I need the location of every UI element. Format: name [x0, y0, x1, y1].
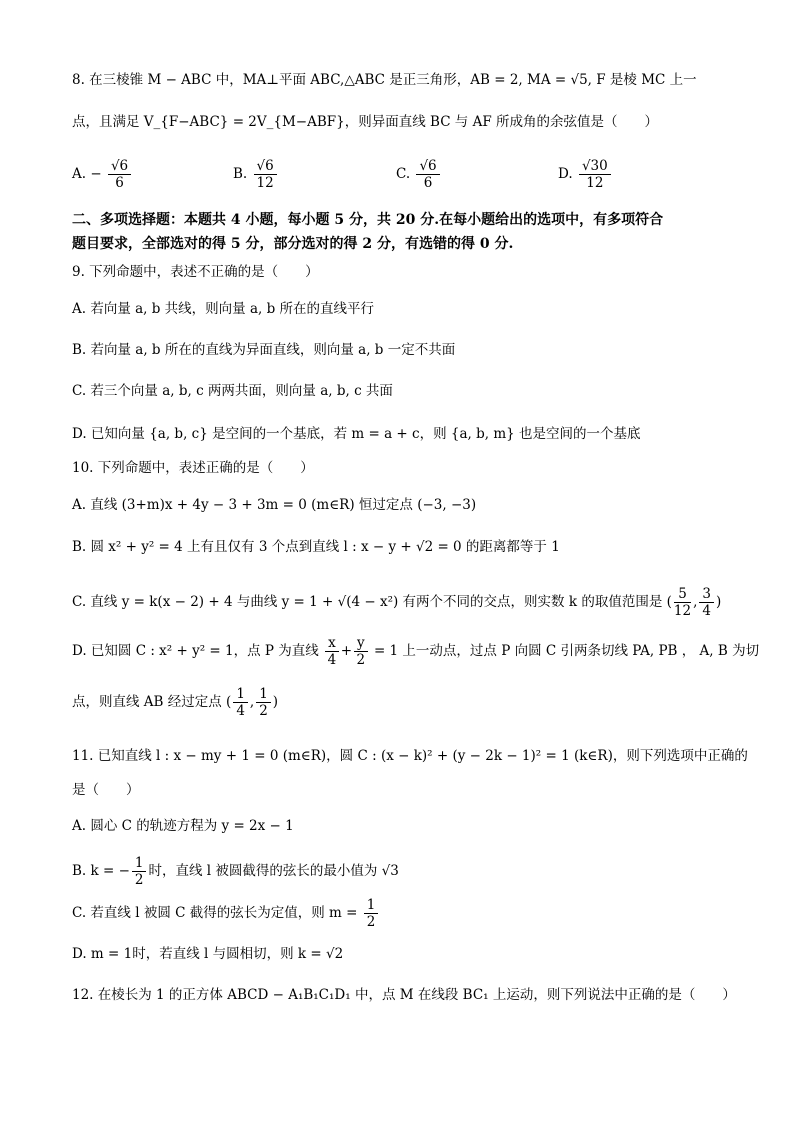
fraction-denominator: 2 — [356, 652, 366, 668]
fraction-denominator: 12 — [673, 603, 692, 619]
fraction-denominator: 6 — [115, 175, 124, 191]
option-fraction — [416, 158, 439, 191]
fraction — [674, 586, 691, 619]
option-text: 时，直线 l 被圆截得的弦长的最小值为 √3 — [148, 863, 399, 879]
q10-option-d[interactable]: D. 已知圆 C : x² + y² = 1，点 P 为直线 $\frac{x}{4}$ + $\frac{y}{2}$ = 1 上一动点，过点 P 向圆 C 引两条切线 PA, PB ， A, B 为切 — [72, 635, 760, 668]
q8-option-a[interactable] — [72, 158, 133, 191]
q9-option-c[interactable]: C. 若三个向量 a, b, c 两两共面，则向量 a, b, c 共面 — [72, 383, 393, 399]
q10-option-c[interactable]: C. 直线 y = k(x − 2) + 4 与曲线 y = 1 + √(4 − x²) 有两个不同的交点，则实数 k 的取值范围是 ( $\frac{5}{12}$ , $\frac{3}{4}$ ) — [72, 586, 722, 619]
fraction-denominator: 12 — [586, 175, 604, 191]
option-label: B. — [233, 166, 248, 182]
fraction-numerator: 5 — [674, 586, 691, 603]
q11-stem-line2: 是（ ） — [72, 782, 140, 798]
q9-stem: 9. 下列命题中，表述不正确的是（ ） — [72, 264, 319, 280]
q10-option-a[interactable]: A. 直线 (3+m)x + 4y − 3 + 3m = 0 (m∈R) 恒过定点 (−3, −3) — [72, 497, 477, 513]
q11-option-d[interactable]: D. m = 1时，若直线 l 与圆相切，则 k = √2 — [72, 946, 344, 962]
option-label: A. — [72, 166, 87, 182]
fraction-numerator: √6 — [108, 158, 131, 175]
q8-stem-line1: 8. 在三棱锥 M − ABC 中，MA⊥平面 ABC,△ABC 是正三角形，AB = 2, MA = √5, F 是棱 MC 上一 — [72, 72, 697, 88]
option-fraction — [579, 158, 611, 191]
fraction — [699, 586, 714, 619]
fraction-numerator: y — [354, 635, 368, 652]
fraction — [233, 686, 248, 719]
fraction-numerator: 1 — [364, 897, 379, 914]
q8-stem-line2: 点，且满足 V_{F−ABC} = 2V_{M−ABF}，则异面直线 BC 与 AF 所成角的余弦值是（ ） — [72, 114, 659, 130]
fraction-numerator: 3 — [699, 586, 714, 603]
fraction-denominator: 12 — [256, 175, 274, 191]
option-text: B. k = − — [72, 863, 130, 879]
fraction — [364, 897, 379, 930]
fraction-numerator: 1 — [233, 686, 248, 703]
option-text: C. 直线 y = k(x − 2) + 4 与曲线 y = 1 + √(4 − x²) 有两个不同的交点，则实数 k 的取值范围是 ( — [72, 594, 672, 610]
section2-heading-line2: 题目要求，全部选对的得 5 分，部分选对的得 2 分，有选错的得 0 分. — [72, 236, 514, 252]
option-sign: − — [90, 166, 102, 182]
fraction — [354, 635, 368, 668]
fraction-denominator: 2 — [134, 872, 144, 888]
fraction-numerator: x — [325, 635, 339, 652]
fraction-denominator: 4 — [702, 603, 711, 619]
q11-option-c[interactable] — [72, 894, 734, 932]
option-fraction — [254, 158, 277, 191]
fraction-denominator: 4 — [327, 652, 337, 668]
option-text: ) — [272, 694, 279, 710]
fraction — [256, 686, 271, 719]
fraction-numerator: 1 — [132, 855, 147, 872]
q8-option-d[interactable] — [558, 158, 613, 191]
q10-option-b[interactable]: B. 圆 x² + y² = 4 上有且仅有 3 个点到直线 l : x − y + √2 = 0 的距离都等于 1 — [72, 539, 560, 555]
option-text: = 1 上一动点，过点 P 向圆 C 引两条切线 PA, PB ， A, B 为切 — [369, 643, 760, 659]
option-label: C. — [396, 166, 411, 182]
option-text: ) — [715, 594, 722, 610]
fraction — [132, 855, 147, 888]
q9-option-d[interactable]: D. 已知向量 {a, b, c} 是空间的一个基底，若 m = a + c，则 {a, b, m} 也是空间的一个基底 — [72, 426, 641, 442]
q11-option-a[interactable]: A. 圆心 C 的轨迹方程为 y = 2x − 1 — [72, 818, 294, 834]
fraction — [325, 635, 339, 668]
option-text: D. 已知圆 C : x² + y² = 1，点 P 为直线 — [72, 643, 324, 659]
option-text: 点，则直线 AB 经过定点 ( — [72, 694, 232, 710]
section2-heading-line1: 二、多项选择题：本题共 4 小题，每小题 5 分，共 20 分.在每小题给出的选项中，有多项符合 — [72, 212, 664, 228]
fraction-numerator: √6 — [254, 158, 277, 175]
fraction-numerator: √30 — [579, 158, 611, 175]
q9-option-b[interactable]: B. 若向量 a, b 所在的直线为异面直线，则向量 a, b 一定不共面 — [72, 342, 456, 358]
q11-option-b[interactable] — [72, 852, 734, 890]
option-fraction — [108, 158, 131, 191]
q10-option-d-line2: 点，则直线 AB 经过定点 ( $\frac{1}{4}$ , $\frac{1}{2}$ ) — [72, 686, 279, 719]
q12-stem: 12. 在棱长为 1 的正方体 ABCD − A₁B₁C₁D₁ 中，点 M 在线段 BC₁ 上运动，则下列说法中正确的是（ ） — [72, 987, 736, 1003]
fraction-numerator: √6 — [416, 158, 439, 175]
option-label: D. — [558, 166, 573, 182]
q8-option-b[interactable] — [233, 158, 279, 191]
fraction-numerator: 1 — [256, 686, 271, 703]
q9-option-a[interactable]: A. 若向量 a, b 共线，则向量 a, b 所在的直线平行 — [72, 301, 375, 317]
q11-stem-line1: 11. 已知直线 l : x − my + 1 = 0 (m∈R)，圆 C : (x − k)² + (y − 2k − 1)² = 1 (k∈R)，则下列选项中正确的 — [72, 748, 748, 764]
option-text: C. 若直线 l 被圆 C 截得的弦长为定值，则 m = — [72, 905, 362, 921]
fraction-denominator: 6 — [423, 175, 433, 191]
fraction-denominator: 2 — [259, 703, 268, 719]
q8-option-c[interactable] — [396, 158, 442, 191]
q10-stem: 10. 下列命题中，表述正确的是（ ） — [72, 460, 314, 476]
fraction-denominator: 4 — [236, 703, 245, 719]
fraction-denominator: 2 — [366, 914, 376, 930]
